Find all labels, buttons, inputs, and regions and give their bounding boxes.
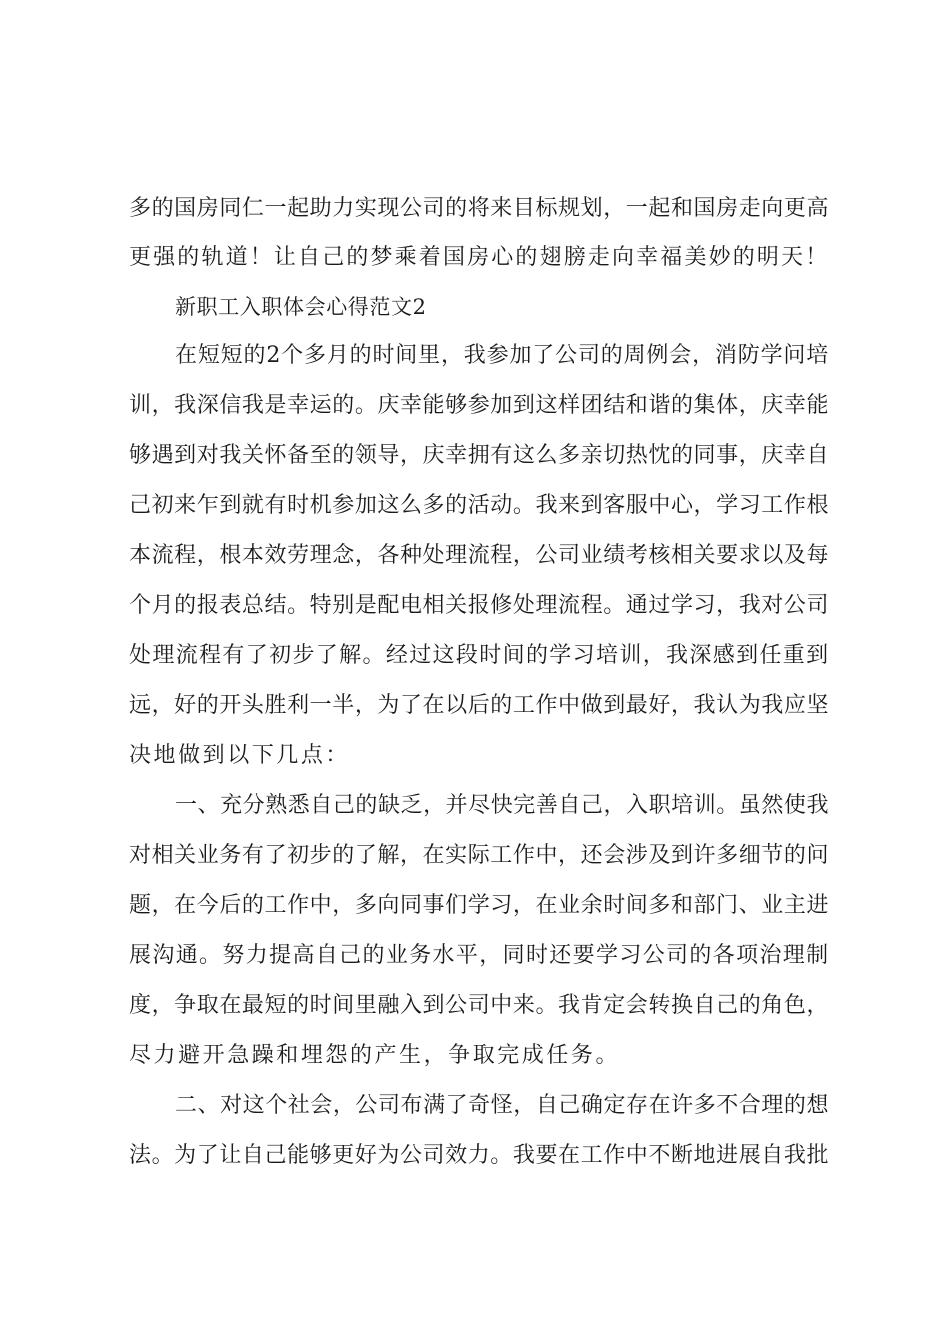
paragraph-line: 处理流程有了初步了解。经过这段时间的学习培训，我深感到任重到 — [129, 643, 830, 668]
paragraph-line: 己初来乍到就有时机参加这么多的活动。我来到客服中心，学习工作根 — [129, 493, 829, 518]
paragraph-line: 展沟通。努力提高自己的业务水平，同时还要学习公司的各项治理制 — [129, 943, 830, 968]
paragraph-line: 二、对这个社会，公司布满了奇怪，自己确定存在许多不合理的想 — [175, 1093, 829, 1118]
paragraph-line: 够遇到对我关怀备至的领导，庆幸拥有这么多亲切热忱的同事，庆幸自 — [129, 443, 829, 468]
paragraph-line: 对相关业务有了初步的了解，在实际工作中，还会涉及到许多细节的问 — [129, 843, 829, 868]
paragraph-line: 多的国房同仁一起助力实现公司的将来目标规划，一起和国房走向更高 — [129, 196, 829, 221]
paragraph-line: 决地做到以下几点： — [129, 743, 350, 768]
paragraph-line: 法。为了让自己能够更好为公司效力。我要在工作中不断地进展自我批 — [129, 1143, 829, 1168]
paragraph-line: 本流程，根本效劳理念，各种处理流程，公司业绩考核相关要求以及每 — [129, 543, 829, 568]
paragraph-line: 训，我深信我是幸运的。庆幸能够参加到这样团结和谐的集体，庆幸能 — [129, 393, 829, 418]
paragraph-line: 更强的轨道！让自己的梦乘着国房心的翅膀走向幸福美妙的明天！ — [129, 245, 830, 270]
paragraph-line: 度，争取在最短的时间里融入到公司中来。我肯定会转换自己的角色， — [129, 993, 829, 1018]
paragraph-line: 个月的报表总结。特别是配电相关报修处理流程。通过学习，我对公司 — [129, 593, 829, 618]
paragraph-line: 尽力避开急躁和埋怨的产生，争取完成任务。 — [129, 1043, 621, 1068]
paragraph-line: 题，在今后的工作中，多向同事们学习，在业余时间多和部门、业主进 — [129, 893, 829, 918]
paragraph-line: 一、充分熟悉自己的缺乏，并尽快完善自己，入职培训。虽然使我 — [175, 793, 829, 818]
paragraph-line: 远，好的开头胜利一半，为了在以后的工作中做到最好，我认为我应坚 — [129, 693, 829, 718]
paragraph-line: 在短短的2个多月的时间里，我参加了公司的周例会，消防学问培 — [175, 343, 829, 368]
section-heading: 新职工入职体会心得范文2 — [175, 295, 427, 319]
